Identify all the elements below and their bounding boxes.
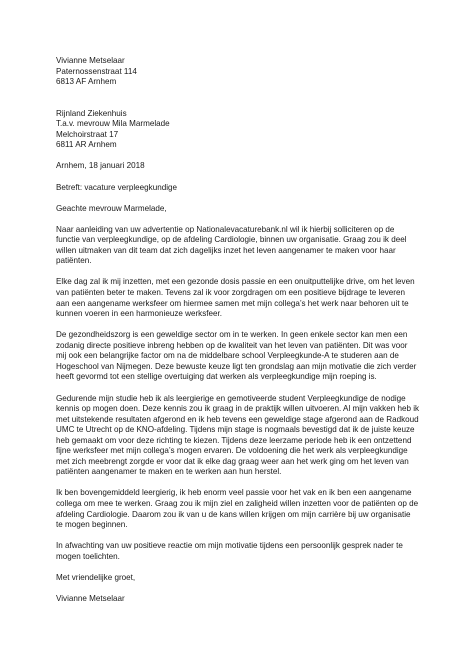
paragraph-line: mij ook een belangrijke factor om na de middelbare school Verpleegkunde-A te studeren aan de: [56, 351, 399, 361]
recipient-city: 6811 AR Arnhem: [56, 140, 117, 150]
paragraph-line: afdeling Cardiologie. Daarom zou ik van u de kans willen krijgen om mijn carrière bij uw organisatie: [56, 509, 411, 519]
paragraph-line: van patiënten beter te maken. Tevens zal ik voor zorgdragen om een positieve bijdrage te leveren: [56, 288, 405, 298]
paragraph-line: functie van verpleegkundige, op de afdeling Cardiologie, binnen uw organisatie. Graag zou ik deel: [56, 235, 407, 245]
paragraph-line: mogen toelichten.: [56, 551, 120, 561]
body-paragraph: [56, 488, 434, 530]
paragraph-line: UMC te Utrecht op de KNO-afdeling. Tijdens mijn stage is nogmaals bevestigd dat ik de juiste keuze: [56, 425, 415, 435]
body-paragraph: [56, 225, 434, 267]
paragraph-line: collega om mee te werken. Graag zou ik mijn ziel en zaligheid willen inzetten voor de patiënten op de: [56, 498, 419, 508]
letter-closing: Met vriendelijke groet,: [56, 572, 136, 582]
paragraph-line: kennis op mogen doen. Deze kennis zou ik graag in de praktijk willen uitvoeren. Al mijn vakken heb ik: [56, 404, 420, 414]
body-paragraph: [56, 277, 434, 319]
paragraph-line: willen uitmaken van dit team dat zich dagelijks inzet het leven aangenamer te maken voor haar: [56, 245, 396, 255]
paragraph-line: patiënten.: [56, 256, 92, 266]
paragraph-line: Elke dag zal ik mij inzetten, met een gezonde dosis passie en een onuitputtelijke drive, om het leven: [56, 277, 415, 287]
sender-street: Paternossenstraat 114: [56, 66, 137, 76]
paragraph-line: patiënten aangenamer te maken en te werken aan hun herstel.: [56, 467, 282, 477]
paragraph-line: heeft gevormd tot een stellige overtuiging dat werken als verpleegkundige mijn roeping is.: [56, 372, 377, 382]
recipient-street: Melchoirstraat 17: [56, 129, 119, 139]
letter-date: Arnhem, 18 januari 2018: [56, 161, 145, 171]
sender-city: 6813 AF Arnhem: [56, 77, 117, 87]
paragraph-line: kunnen voeren in een harmonieuze werksfeer.: [56, 309, 223, 319]
recipient-attention: T.a.v. mevrouw Mila Marmelade: [56, 119, 170, 129]
paragraph-line: De gezondheidszorg is een geweldige sector om in te werken. In geen enkele sector kan men een: [56, 330, 408, 340]
paragraph-line: In afwachting van uw positieve reactie om mijn motivatie tijdens een persoonlijk gesprek nader te: [56, 541, 403, 551]
recipient-address: [56, 109, 434, 151]
paragraph-line: met uitstekende resultaten afgerond en ik heb tevens een geweldige stage afgerond aan de Radkoud: [56, 414, 419, 424]
body-paragraph: [56, 394, 434, 478]
paragraph-line: te mogen beginnen.: [56, 520, 128, 530]
paragraph-line: heb gemaakt om voor deze richting te kiezen. Tijdens deze leerzame periode heb ik een ontzettend: [56, 435, 412, 445]
body-paragraph: [56, 330, 434, 383]
letter-salutation: Geachte mevrouw Marmelade,: [56, 203, 167, 213]
letter-subject: Betreft: vacature verpleegkundige: [56, 182, 178, 192]
letter-body: [56, 225, 434, 573]
paragraph-line: aan een aangename werksfeer om hiermee samen met mijn collega’s het werk naar behoren uit te: [56, 298, 409, 308]
sender-name: Vivianne Metselaar: [56, 56, 125, 65]
body-paragraph: [56, 541, 434, 562]
paragraph-line: Gedurende mijn studie heb ik als leergierige en gemotiveerde student Verpleegkundige de nodige: [56, 393, 406, 403]
paragraph-line: met zich meebrengt zorgde er voor dat ik elke dag graag weer aan het werk ging om het leven van: [56, 456, 409, 466]
paragraph-line: Ik ben bovengemiddeld leergierig, ik heb enorm veel passie voor het vak en ik ben een aangename: [56, 488, 412, 498]
recipient-org: Rijnland Ziekenhuis: [56, 108, 127, 118]
paragraph-line: fijne werksfeer met mijn collega’s mogen ervaren. De voldoening die het werk als verpleegkundige: [56, 446, 408, 456]
paragraph-line: Hogeschool van Nijmegen. Deze bewuste keuze ligt ten grondslag aan mijn motivatie die zich verder: [56, 361, 417, 371]
signature-name: Vivianne Metselaar: [56, 593, 125, 603]
sender-address: [56, 56, 434, 88]
paragraph-line: zodanig directe positieve inbreng hebben op de kwaliteit van het leven van patiënten. Dit was voor: [56, 340, 408, 350]
paragraph-line: Naar aanleiding van uw advertentie op Nationalevacaturebank.nl wil ik hierbij solliciteren op de: [56, 224, 395, 234]
